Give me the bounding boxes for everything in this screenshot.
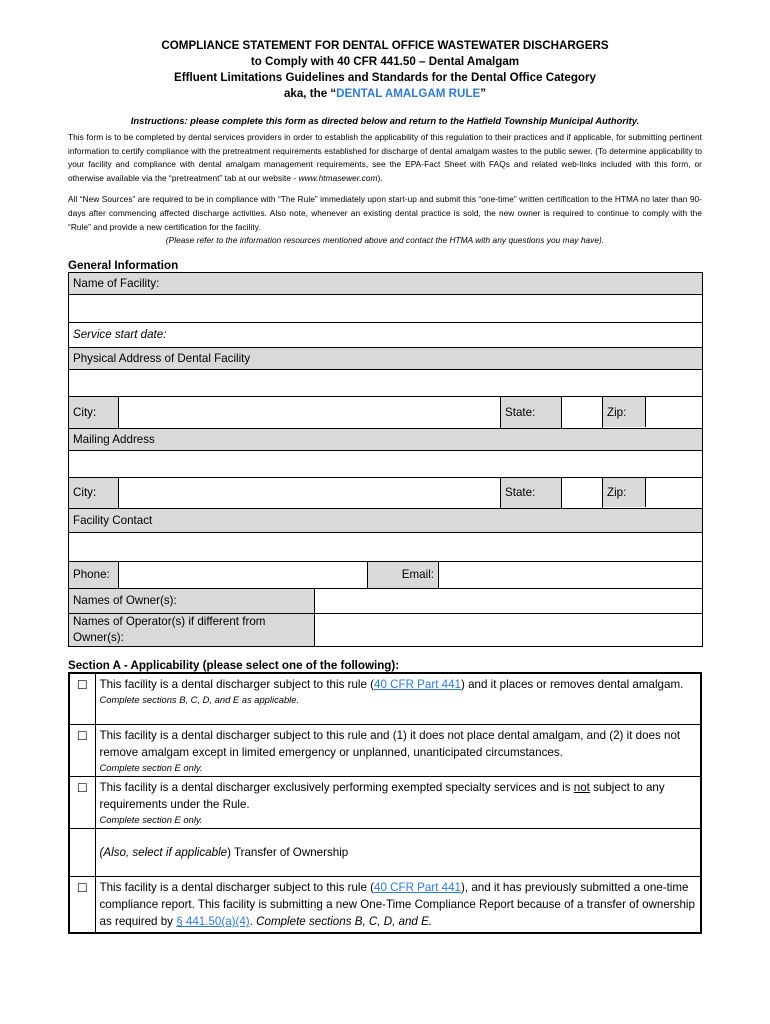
option-3-instruction: Complete section E only. <box>99 814 203 826</box>
option-1-pre: This facility is a dental discharger subject to this rule ( <box>99 677 375 691</box>
physical-city-field[interactable] <box>119 396 501 428</box>
new-sources-paragraph <box>68 193 702 247</box>
mailing-zip-field[interactable] <box>646 478 702 507</box>
new-sources-text: All “New Sources” are required to be in compliance with “The Rule” immediately upon start-up and submit this “one-time” written certification to the HTMA no later than 90-days after commencing affected discharge activities. Also note, whenever an existing dental practice is sold, the new owner is required to continue to comply with the “Rule” and provide a new certification for the facility. <box>68 194 702 232</box>
header-subtitle-2: Effluent Limitations Guidelines and Standards for the Dental Office Category <box>174 71 596 84</box>
email-label: Email: <box>368 561 439 588</box>
option-2-text <box>95 725 701 777</box>
header-subtitle: to Comply with 40 CFR 441.50 – Dental Amalgam <box>250 55 520 68</box>
option-3-post: subject to any requirements under the Rule. <box>99 781 665 812</box>
option-1-post: ) and it places or removes dental amalgam. <box>461 677 684 691</box>
option-1-checkbox[interactable]: ☐ <box>69 673 95 725</box>
section-a-title: Section A - Applicability (please select one of the following): <box>68 658 400 672</box>
phone-label: Phone: <box>69 561 119 588</box>
mailing-zip-cell <box>603 477 703 508</box>
option-4-checkbox[interactable]: ☐ <box>69 877 95 934</box>
intro-text: This form is to be completed by dental services providers in order to establish the applicability of this regulation to their practices and if applicable, for submitting pertinent information to certify compliance with the pretreatment requirements established for discharge of dental amalgam wastes to the public sewer. (To determine applicability to your facility and compliance with dental amalgam management requirements, see the EPA-Fact Sheet with FAQs and related web-links included with this form, or otherwise available via the “pretreatment” tab at our website - <box>68 132 702 183</box>
name-of-facility-field[interactable] <box>69 294 703 322</box>
section-441-50-link[interactable]: § 441.50(a)(4) <box>176 915 250 929</box>
facility-contact-label: Facility Contact <box>69 508 703 532</box>
option-4-post: . <box>249 915 257 929</box>
operators-label: Names of Operator(s) if different from Owner(s): <box>69 613 315 646</box>
cfr-part-441-link[interactable]: 40 CFR Part 441 <box>374 677 462 691</box>
option-3-text <box>95 777 701 829</box>
email-field[interactable] <box>439 561 703 588</box>
physical-address-label: Physical Address of Dental Facility <box>69 347 703 369</box>
mailing-address-label: Mailing Address <box>69 428 703 450</box>
option-4-pre: This facility is a dental discharger subject to this rule ( <box>99 881 375 895</box>
option-4-mid: ), and it has previously submitted a one-time compliance report. This facility is submitting a new One-Time Compliance Report because of a transfer of ownership as required by <box>99 881 695 929</box>
option-3-not: not <box>573 781 590 795</box>
transfer-rest: ) Transfer of Ownership <box>227 846 349 860</box>
intro-paragraph <box>68 131 702 185</box>
owners-label: Names of Owner(s): <box>69 588 315 613</box>
header-title: COMPLIANCE STATEMENT FOR DENTAL OFFICE WASTEWATER DISCHARGERS <box>161 39 609 52</box>
header-aka <box>68 86 702 102</box>
cfr-part-441-link-2[interactable]: 40 CFR Part 441 <box>374 881 462 895</box>
phone-field[interactable] <box>119 561 368 588</box>
document-header <box>68 38 702 102</box>
mailing-city-label: City: <box>69 477 119 508</box>
option-4-instruction: Complete sections B, C, D, and E. <box>256 915 433 929</box>
mailing-state-label: State: <box>501 477 562 508</box>
option-2-body: This facility is a dental discharger subject to this rule and (1) it does not place dental amalgam, and (2) it does not remove amalgam except in limited emergency or unplanned, unanticipated circumstances. <box>99 729 681 760</box>
mailing-city-field[interactable] <box>119 477 501 508</box>
service-start-date-field[interactable]: Service start date: <box>69 322 703 347</box>
option-1-instruction: Complete sections B, C, D, and E as applicable. <box>99 693 300 705</box>
dental-amalgam-rule-link[interactable]: DENTAL AMALGAM RULE <box>336 87 481 100</box>
mailing-state-field[interactable] <box>562 477 603 508</box>
physical-state-field[interactable] <box>562 396 603 428</box>
mailing-address-field[interactable] <box>69 450 703 477</box>
physical-zip-label: Zip: <box>603 397 646 427</box>
transfer-blank-cell <box>69 829 95 877</box>
mailing-zip-label: Zip: <box>603 478 646 507</box>
resources-note: (Please refer to the information resources mentioned above and contact the HTMA with any questions you may have). <box>165 235 605 246</box>
instructions: Instructions: please complete this form as directed below and return to the Hatfield Township Municipal Authority. <box>130 115 640 126</box>
option-4-text <box>95 877 701 934</box>
option-3-checkbox[interactable]: ☐ <box>69 777 95 829</box>
intro-end: ). <box>377 172 383 183</box>
option-3-pre: This facility is a dental discharger exclusively performing exempted specialty services and is <box>99 781 574 795</box>
name-of-facility-label: Name of Facility: <box>69 272 703 294</box>
option-2-checkbox[interactable]: ☐ <box>69 725 95 777</box>
website-url: www.htmasewer.com <box>298 172 378 183</box>
operators-field[interactable] <box>315 613 703 646</box>
general-info-table <box>68 272 703 647</box>
section-a-table <box>68 672 702 935</box>
facility-contact-field[interactable] <box>69 532 703 561</box>
owners-field[interactable] <box>315 588 703 613</box>
physical-state-label: State: <box>501 396 562 428</box>
physical-zip-cell <box>603 396 703 428</box>
aka-prefix: aka, the “ <box>283 87 337 100</box>
physical-address-field[interactable] <box>69 369 703 396</box>
option-2-instruction: Complete section E only. <box>99 762 203 774</box>
transfer-of-ownership-text <box>95 829 701 877</box>
physical-city-label: City: <box>69 396 119 428</box>
aka-suffix: ” <box>480 87 487 100</box>
transfer-italic: (Also, select if applicable <box>99 846 228 860</box>
option-1-text <box>95 673 701 725</box>
physical-zip-field[interactable] <box>646 397 702 427</box>
general-info-title: General Information <box>68 258 179 272</box>
